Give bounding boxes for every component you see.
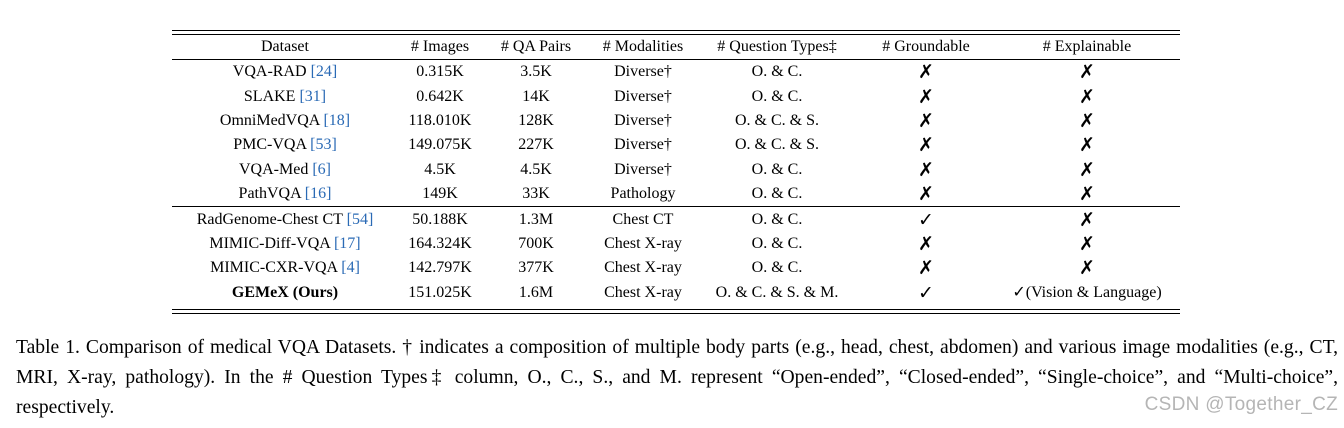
images-cell: 149.075K [408,136,472,154]
modalities-cell: Chest X-ray [604,283,682,301]
qa-pairs-cell: 4.5K [520,160,552,178]
modalities-cell: Chest CT [590,207,696,232]
images-cell: 118.010K [408,111,472,129]
groundable-cell: ✗ [918,183,934,206]
header-modalities: # Modalities [590,35,696,60]
dataset-name: VQA-RAD [232,63,307,81]
dataset-name-cell [172,182,398,207]
explainable-cell: ✗ [1079,85,1095,108]
dataset-name: GEMeX (Ours) [231,283,339,301]
comparison-table [172,35,1180,305]
images-cell: 0.642K [416,87,464,105]
dataset-name: PMC-VQA [233,136,307,154]
images-cell: 164.324K [408,234,472,252]
dataset-name-cell [172,84,398,108]
bottom-rule [172,309,1180,310]
explainable-cell: ✓(Vision & Language) [1012,283,1162,301]
explainable-cell: ✗ [1079,61,1095,84]
table-row [172,158,1180,182]
qa-pairs-cell: 1.6M [518,283,554,301]
question-types-cell: O. & C. & S. [734,136,819,154]
explainable-cell: ✗ [1079,134,1095,157]
table-body [172,60,1180,305]
header-explainable: # Explainable [994,35,1180,60]
table-row [172,109,1180,133]
groundable-cell: ✓ [858,207,994,232]
groundable-cell: ✓ [918,281,934,304]
dataset-name: MIMIC-CXR-VQA [210,259,338,277]
header-qa-pairs: # QA Pairs [482,35,590,60]
question-types-cell: O. & C. [751,234,803,252]
table-row [172,60,1180,85]
watermark: CSDN @Together_CZ [1144,394,1338,415]
citation-link[interactable]: [16] [304,185,332,203]
qa-pairs-cell: 3.5K [520,63,552,81]
citation-link[interactable]: [24] [310,63,338,81]
qa-pairs-cell: 377K [518,259,554,277]
dataset-name: MIMIC-Diff-VQA [209,234,330,252]
dataset-name-cell [172,60,398,85]
explainable-cell: ✗ [994,207,1180,232]
citation-link[interactable]: [6] [312,160,331,178]
table-row [172,133,1180,157]
question-types-cell: O. & C. [751,259,803,277]
dataset-name-cell [172,232,398,256]
groundable-cell: ✗ [918,158,934,181]
qa-pairs-cell: 128K [518,111,554,129]
dataset-name: OmniMedVQA [219,111,320,129]
qa-pairs-cell: 227K [518,136,554,154]
modalities-cell: Chest X-ray [604,234,682,252]
dataset-name: VQA-Med [239,160,309,178]
dataset-name-cell [172,133,398,157]
images-cell: 142.797K [408,259,472,277]
citation-link[interactable]: [53] [310,136,337,154]
header-groundable: # Groundable [858,35,994,60]
modalities-cell: Diverse† [614,136,672,154]
question-types-cell: O. & C. [751,160,803,178]
comparison-table-wrapper [172,30,1180,314]
groundable-cell: ✗ [918,134,934,157]
modalities-cell: Chest X-ray [604,259,682,277]
images-cell: 50.188K [398,207,482,232]
header-images: # Images [398,35,482,60]
dataset-name-cell [172,207,398,232]
qa-pairs-cell: 14K [522,87,550,105]
modalities-cell: Diverse† [614,63,672,81]
citation-link[interactable]: [17] [333,234,361,252]
table-row [172,256,1180,280]
question-types-cell: O. & C. & S. [734,111,819,129]
dataset-name-cell [172,256,398,280]
images-cell: 0.315K [416,63,464,81]
modalities-cell: Diverse† [614,87,672,105]
citation-link[interactable]: [4] [341,259,360,277]
citation-link[interactable]: [18] [323,111,351,129]
question-types-cell: O. & C. [751,87,803,105]
table-row [172,84,1180,108]
images-cell: 149K [422,185,458,203]
table-row [172,182,1180,207]
top-rule [172,30,1180,31]
citation-link[interactable]: [31] [299,87,327,105]
images-cell: 151.025K [408,283,472,301]
dataset-name: RadGenome-Chest CT [196,210,343,228]
dataset-name: PathVQA [238,185,301,203]
qa-pairs-cell: 1.3M [482,207,590,232]
header-question-types: # Question Types‡ [696,35,858,60]
explainable-cell: ✗ [1079,183,1095,206]
groundable-cell: ✗ [918,61,934,84]
groundable-cell: ✗ [918,232,934,255]
modalities-cell: Diverse† [614,111,672,129]
explainable-cell: ✗ [1079,109,1095,132]
question-types-cell: O. & C. & S. & M. [715,283,839,301]
modalities-cell: Diverse† [614,160,672,178]
table-row [172,207,1180,232]
explainable-cell: ✗ [1079,232,1095,255]
dataset-name-cell [172,281,398,305]
explainable-cell: ✗ [1079,257,1095,280]
table-row [172,232,1180,256]
groundable-cell: ✗ [918,85,934,108]
dataset-name-cell [172,109,398,133]
explainable-cell: ✗ [1079,158,1095,181]
groundable-cell: ✗ [918,257,934,280]
modalities-cell: Pathology [610,185,676,203]
table-row [172,281,1180,305]
question-types-cell: O. & C. [751,185,803,203]
bottom-rule-inner [172,313,1180,314]
header-dataset: Dataset [172,35,398,60]
qa-pairs-cell: 700K [518,234,554,252]
question-types-cell: O. & C. [751,63,803,81]
dataset-name-cell [172,158,398,182]
table-caption: Table 1. Comparison of medical VQA Datasets. † indicates a composition of multiple body parts (e.g., head, chest, abdomen) and various image modalities (e.g., CT, MRI, X-ray, pathology). In the # Question Types‡ column, O., C., S., and M. represent “Open-ended”, “Closed-ended”, “Single-choice”, and “Multi-choice”, respectively. [16,337,1338,418]
citation-link[interactable]: [54] [346,210,374,228]
qa-pairs-cell: 33K [522,185,550,203]
dataset-name: SLAKE [243,87,296,105]
groundable-cell: ✗ [918,109,934,132]
header-row [172,35,1180,60]
question-types-cell: O. & C. [696,207,858,232]
images-cell: 4.5K [424,160,456,178]
